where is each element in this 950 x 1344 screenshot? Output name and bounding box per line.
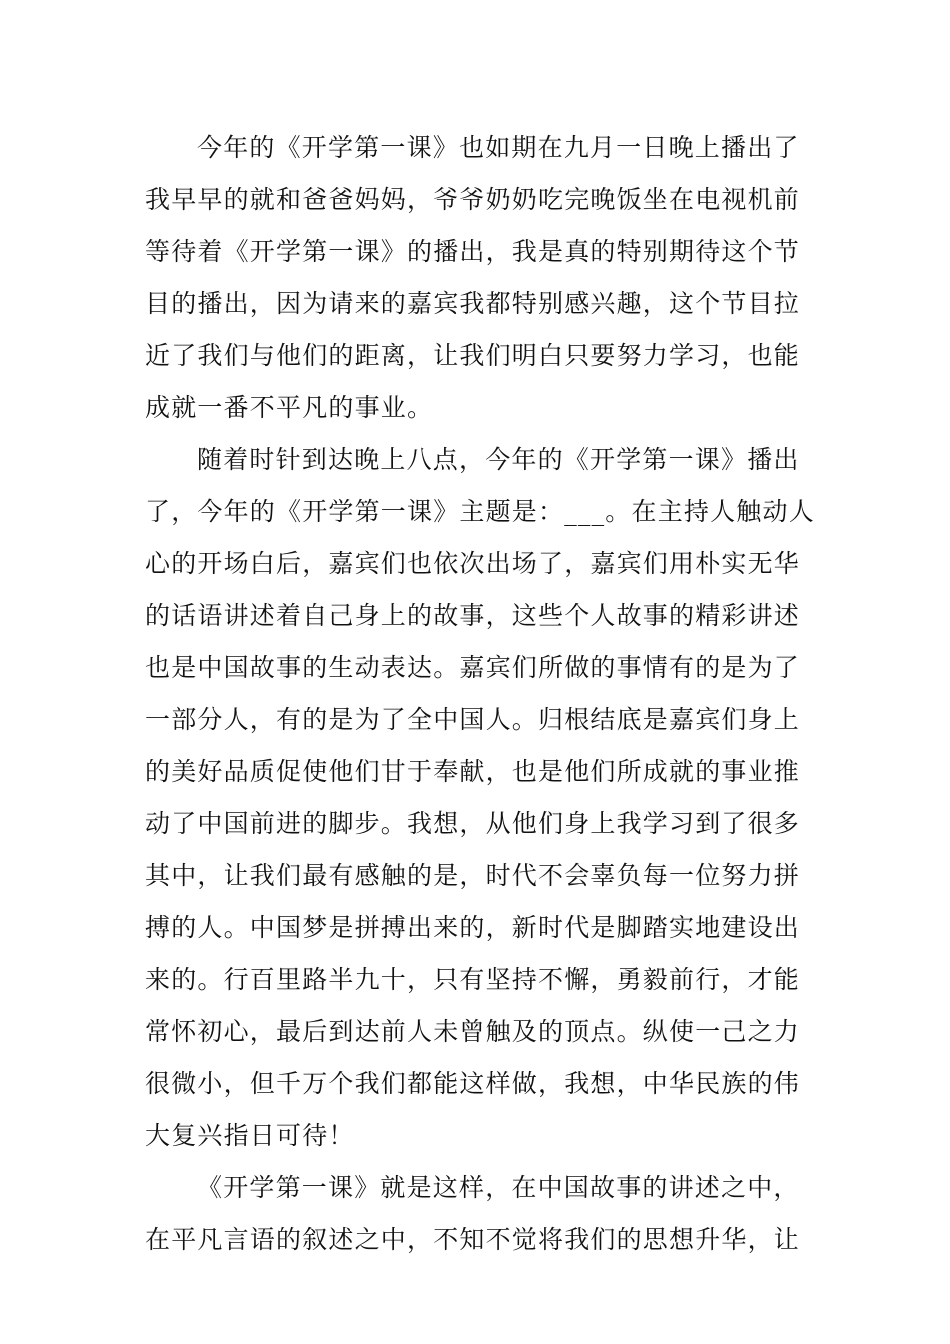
paragraph-3-line-1: 《开学第一课》就是这样，在中国故事的讲述之中， [197,1173,800,1202]
paragraph-2-line-6: 一部分人，有的是为了全中国人。归根结底是嘉宾们身上 [145,705,801,734]
paragraph-3-line-2: 在平凡言语的叙述之中，不知不觉将我们的思想升华，让 [145,1225,801,1254]
essay-body [145,122,815,1266]
paragraph-2-line-4: 的话语讲述着自己身上的故事，这些个人故事的精彩讲述 [145,601,801,630]
paragraph-2-line-7: 的美好品质促使他们甘于奉献，也是他们所成就的事业推 [145,757,801,786]
paragraph-1-line-3: 等待着《开学第一课》的播出，我是真的特别期待这个节 [145,237,801,266]
paragraph-1-line-6: 成就一番不平凡的事业。 [145,393,434,422]
paragraph-1-line-4: 目的播出，因为请来的嘉宾我都特别感兴趣，这个节目拉 [145,289,801,318]
paragraph-2-line-2: 了，今年的《开学第一课》主题是：___。在主持人触动人 [145,497,815,526]
paragraph-2-line-10: 搏的人。中国梦是拼搏出来的，新时代是脚踏实地建设出 [145,913,801,942]
paragraph-2-line-14: 大复兴指日可待！ [145,1121,355,1150]
paragraph-2-line-9: 其中，让我们最有感触的是，时代不会辜负每一位努力拼 [145,861,801,890]
paragraph-1-line-2: 我早早的就和爸爸妈妈，爷爷奶奶吃完晚饭坐在电视机前 [145,185,801,214]
paragraph-2-line-13: 很微小，但千万个我们都能这样做，我想，中华民族的伟 [145,1069,801,1098]
paragraph-2-line-3: 心的开场白后，嘉宾们也依次出场了，嘉宾们用朴实无华 [145,549,801,578]
paragraph-1-line-5: 近了我们与他们的距离，让我们明白只要努力学习，也能 [145,341,801,370]
paragraph-2-line-8: 动了中国前进的脚步。我想，从他们身上我学习到了很多 [145,809,801,838]
paragraph-2-line-11: 来的。行百里路半九十，只有坚持不懈，勇毅前行，才能 [145,965,801,994]
paragraph-1-line-1: 今年的《开学第一课》也如期在九月一日晚上播出了 [197,133,800,162]
paragraph-2-line-5: 也是中国故事的生动表达。嘉宾们所做的事情有的是为了 [145,653,801,682]
paragraph-2-line-12: 常怀初心，最后到达前人未曾触及的顶点。纵使一己之力 [145,1017,801,1046]
paragraph-2-line-1: 随着时针到达晚上八点，今年的《开学第一课》播出 [197,445,800,474]
